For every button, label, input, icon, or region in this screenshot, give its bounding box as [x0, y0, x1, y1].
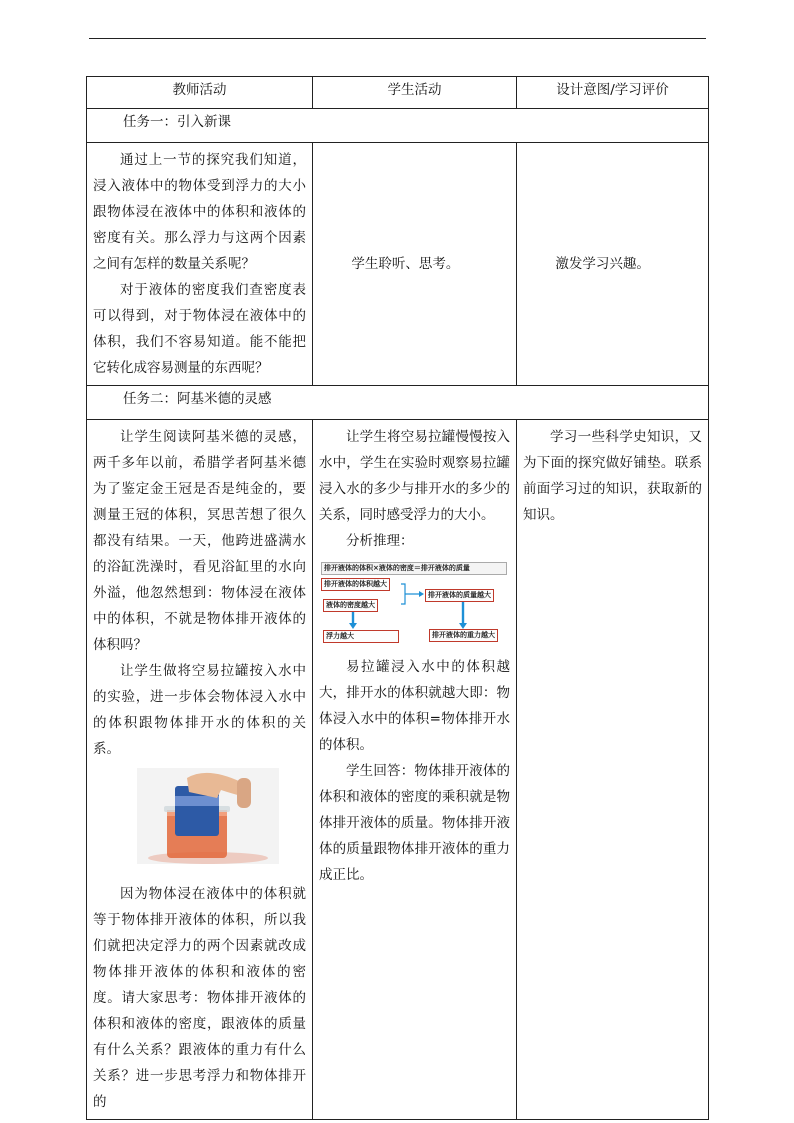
- task2-teacher-para-2: 让学生做将空易拉罐按入水中的实验，进一步体会物体浸入水中的体积跟物体排开水的体积的关系。: [93, 663, 306, 757]
- task2-student-para-4: 学生回答：物体排开液体的体积和液体的密度的乘积就是物体排开液体的质量。物体排开液体的质量跟物体排开液体的重力成正比。: [319, 763, 510, 883]
- header-rule: [89, 38, 706, 39]
- task2-student-cell: [313, 420, 517, 1120]
- flow-box-weight: 排开液体的重力越大: [429, 629, 498, 642]
- task2-teacher-para-1: 让学生阅读阿基米德的灵感，两千多年以前，希腊学者阿基米德为了鉴定金王冠是否是纯金的，要测量王冠的体积，冥思苦想了很久都没有结果。一天，他跨进盛满水的浴缸洗澡时，看见浴缸里的水向外溢，他忽然想到：物体浸在液体中的体积，不就是物体排开液体的体积吗？: [93, 429, 306, 653]
- task1-teacher-cell: [87, 143, 313, 386]
- reasoning-flowchart: [321, 562, 513, 644]
- flow-box-mass: 排开液体的质量越大: [425, 589, 494, 602]
- task2-design-cell: [517, 420, 709, 1120]
- can-experiment-photo: [137, 768, 279, 864]
- task1-title: 任务一：引入新课: [87, 109, 709, 143]
- header-teacher-activity: 教师活动: [87, 77, 313, 109]
- table-header-row: [87, 77, 709, 109]
- task1-design-cell: [517, 143, 709, 386]
- header-design-intent: 设计意图/学习评价: [517, 77, 709, 109]
- header-student-activity: 学生活动: [313, 77, 517, 109]
- task2-teacher-para-3: 因为物体浸在液体中的体积就等于物体排开液体的体积，所以我们就把决定浮力的两个因素就改成物体排开液体的体积和液体的密度。请大家思考：物体排开液体的体积和液体的密度，跟液体的质量有什么关系？跟液体的重力有什么关系？进一步思考浮力和物体排开的: [93, 886, 306, 1110]
- task2-title: 任务二：阿基米德的灵感: [87, 386, 709, 420]
- task2-student-para-3: 易拉罐浸入水中的体积越大，排开水的体积就越大即：物体浸入水中的体积=物体排开水的体积。: [319, 659, 510, 753]
- task1-design-text: 激发学习兴趣。: [555, 256, 650, 272]
- flow-box-buoyancy: 浮力越大: [323, 630, 399, 643]
- lesson-plan-table: [86, 76, 709, 1120]
- task1-student-cell: [313, 143, 517, 386]
- task2-student-para-2: 分析推理：: [346, 533, 414, 549]
- task1-teacher-para-1: 通过上一节的探究我们知道，浸入液体中的物体受到浮力的大小跟物体浸在液体中的体积和液体的密度有关。那么浮力与这两个因素之间有怎样的数量关系呢？: [93, 152, 306, 272]
- task1-content-row: [87, 143, 709, 386]
- flow-formula: 排开液体的体积×液体的密度＝排开液体的质量: [321, 562, 507, 575]
- task1-student-text: 学生聆听、思考。: [351, 256, 460, 272]
- task1-teacher-para-2: 对于液体的密度我们查密度表可以得到，对于物体浸在液体中的体积，我们不容易知道。能不能把它转化成容易测量的东西呢？: [93, 282, 306, 376]
- task1-title-row: [87, 109, 709, 143]
- task2-teacher-cell: [87, 420, 313, 1120]
- flow-box-volume: 排开液体的体积越大: [321, 578, 390, 591]
- flow-box-density: 液体的密度越大: [323, 599, 378, 612]
- task2-design-text: 学习一些科学史知识，又为下面的探究做好铺垫。联系前面学习过的知识，获取新的知识。: [523, 429, 702, 523]
- task2-title-row: [87, 386, 709, 420]
- task2-student-para-1: 让学生将空易拉罐慢慢按入水中，学生在实验时观察易拉罐浸入水的多少与排开水的多少的关系，同时感受浮力的大小。: [319, 429, 510, 523]
- task2-content-row: [87, 420, 709, 1120]
